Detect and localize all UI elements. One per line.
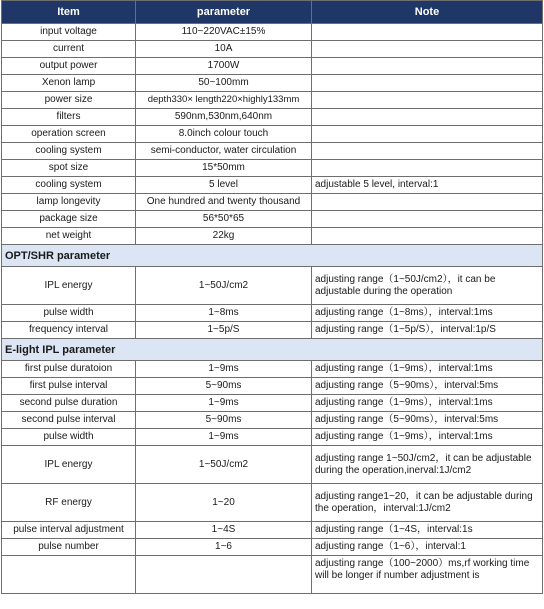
item-cell: filters [2,109,136,126]
parameter-cell: 590nm,530nm,640nm [136,109,312,126]
item-cell: lamp longevity [2,194,136,211]
table-row [2,556,543,594]
parameter-cell: 5~90ms [136,412,312,429]
table-row [2,322,543,339]
note-cell [312,211,543,228]
item-cell [2,556,136,594]
note-cell [312,228,543,245]
item-cell: pulse interval adjustment [2,522,136,539]
item-cell: current [2,41,136,58]
note-cell [312,109,543,126]
item-cell: cooling system [2,177,136,194]
note-cell: adjusting range1~20，it can be adjustable during the operation，interval:1J/cm2 [312,484,543,522]
parameter-cell [136,556,312,594]
table-row [2,429,543,446]
parameter-cell: 1~50J/cm2 [136,446,312,484]
item-cell: first pulse duratoion [2,361,136,378]
item-cell: output power [2,58,136,75]
parameter-cell: 110~220VAC±15% [136,24,312,41]
table-row [2,539,543,556]
parameter-cell: 1~9ms [136,395,312,412]
parameter-cell: 1~20 [136,484,312,522]
header-note: Note [312,1,543,24]
table-row [2,194,543,211]
table-row [2,177,543,194]
item-cell: RF energy [2,484,136,522]
parameter-cell: 1700W [136,58,312,75]
section-title-opt: OPT/SHR parameter [2,245,543,267]
table-row [2,228,543,245]
note-cell [312,143,543,160]
table-row [2,211,543,228]
item-cell: IPL energy [2,267,136,305]
parameter-cell: 1~8ms [136,305,312,322]
item-cell: Xenon lamp [2,75,136,92]
parameter-cell: 22kg [136,228,312,245]
table-row [2,378,543,395]
note-cell: adjusting range 1~50J/cm2，it can be adjustable during the operation,inerval:1J/cm2 [312,446,543,484]
note-cell: adjusting range（1~5p/S），interval:1p/S [312,322,543,339]
item-cell: frequency interval [2,322,136,339]
parameter-cell: 10A [136,41,312,58]
note-cell [312,194,543,211]
note-cell: adjusting range（1~50J/cm2），it can be adjustable during the operation [312,267,543,305]
table-row [2,446,543,484]
item-cell: input voltage [2,24,136,41]
item-cell: spot size [2,160,136,177]
note-cell: adjusting range（100~2000）ms,rf working time will be longer if number adjustment is [312,556,543,594]
section-title-elight: E-light IPL parameter [2,339,543,361]
note-cell [312,75,543,92]
item-cell: package size [2,211,136,228]
note-cell: adjusting range（1~8ms），interval:1ms [312,305,543,322]
table-row [2,267,543,305]
item-cell: pulse number [2,539,136,556]
parameter-cell: semi-conductor, water circulation [136,143,312,160]
parameter-cell: 8.0inch colour touch [136,126,312,143]
note-cell [312,24,543,41]
parameter-cell: 1~50J/cm2 [136,267,312,305]
parameter-cell: 50~100mm [136,75,312,92]
table-row [2,361,543,378]
table-row [2,58,543,75]
table-row [2,143,543,160]
item-cell: first pulse interval [2,378,136,395]
item-cell: power size [2,92,136,109]
table-row [2,92,543,109]
note-cell [312,92,543,109]
note-cell [312,160,543,177]
table-row [2,412,543,429]
item-cell: second pulse duration [2,395,136,412]
section-row-opt [2,245,543,267]
table-row [2,75,543,92]
note-cell: adjusting range（1~9ms），interval:1ms [312,395,543,412]
parameter-cell: One hundred and twenty thousand [136,194,312,211]
item-cell: second pulse interval [2,412,136,429]
parameter-cell: depth330× length220×highly133mm [136,92,312,109]
table-header-row [2,1,543,24]
section-row-elight [2,339,543,361]
parameter-cell: 1~4S [136,522,312,539]
parameter-cell: 5~90ms [136,378,312,395]
note-cell: adjusting range（1~9ms），interval:1ms [312,361,543,378]
parameter-cell: 15*50mm [136,160,312,177]
table-row [2,24,543,41]
note-cell: adjusting range（5~90ms），interval:5ms [312,378,543,395]
item-cell: pulse width [2,305,136,322]
parameter-cell: 56*50*65 [136,211,312,228]
parameter-cell: 1~6 [136,539,312,556]
item-cell: pulse width [2,429,136,446]
parameter-cell: 1~9ms [136,361,312,378]
note-cell: adjusting range（1~4S，interval:1s [312,522,543,539]
parameter-cell: 1~9ms [136,429,312,446]
header-parameter: parameter [136,1,312,24]
table-row [2,126,543,143]
table-row [2,395,543,412]
item-cell: cooling system [2,143,136,160]
item-cell: net weight [2,228,136,245]
note-cell: adjusting range（1~9ms），interval:1ms [312,429,543,446]
table-row [2,484,543,522]
note-cell [312,41,543,58]
parameter-cell: 1~5p/S [136,322,312,339]
parameter-cell: 5 level [136,177,312,194]
note-cell: adjustable 5 level, interval:1 [312,177,543,194]
note-cell: adjusting range（1~6），interval:1 [312,539,543,556]
item-cell: operation screen [2,126,136,143]
table-row [2,522,543,539]
note-cell [312,58,543,75]
table-row [2,160,543,177]
item-cell: IPL energy [2,446,136,484]
note-cell [312,126,543,143]
note-cell: adjusting range（5~90ms），interval:5ms [312,412,543,429]
spec-table [1,0,543,594]
table-row [2,41,543,58]
table-row [2,305,543,322]
table-row [2,109,543,126]
header-item: Item [2,1,136,24]
